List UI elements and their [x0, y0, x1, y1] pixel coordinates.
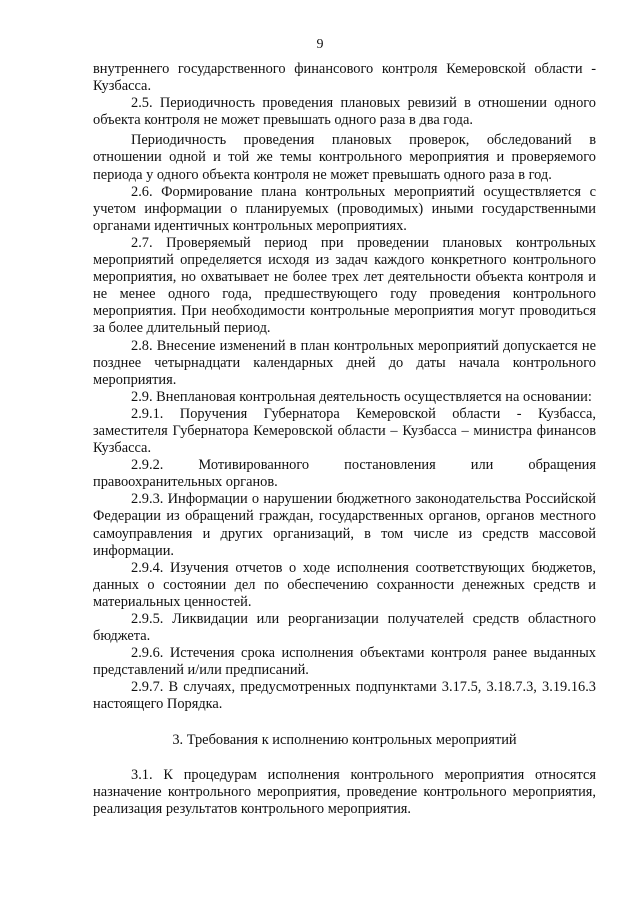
paragraph-continuation: внутреннего государственного финансового контроля Кемеровской области - Кузбасса. [93, 61, 596, 95]
paragraph-2-9: 2.9. Внеплановая контрольная деятельность осуществляется на основании: [131, 388, 592, 405]
paragraph-2-9-4: 2.9.4. Изучения отчетов о ходе исполнения соответствующих бюджетов, данных о состоянии дел по обеспечению сохранности денежных средств и материальных ценностей. [93, 559, 596, 610]
paragraph-2-9-2: 2.9.2. Мотивированного постановления или обращения правоохранительных органов. [93, 457, 596, 491]
page-number: 9 [316, 37, 324, 52]
page-body [93, 61, 596, 818]
paragraph-2-9-1: 2.9.1. Поручения Губернатора Кемеровской области - Кузбасса, заместителя Губернатора Кемеровской области – Кузбасса – министра финансов Кузбасса. [93, 405, 596, 457]
paragraph-2-6: 2.6. Формирование плана контрольных мероприятий осуществляется с учетом информации о планируемых (проводимых) иными государственными органами идентичных контрольных мероприятиях. [93, 183, 596, 234]
paragraph-2-9-6: 2.9.6. Истечения срока исполнения объектами контроля ранее выданных представлений и/или предписаний. [93, 645, 596, 679]
paragraph-2-9-3: 2.9.3. Информации о нарушении бюджетного законодательства Российской Федерации из обращений граждан, государственных органов, органов местного самоуправления и других организаций, в том числе из средств массовой информации. [93, 491, 596, 559]
paragraph-2-5: 2.5. Периодичность проведения плановых ревизий в отношении одного объекта контроля не может превышать одного раза в два года. [93, 95, 596, 129]
paragraph-2-7: 2.7. Проверяемый период при проведении плановых контрольных мероприятий определяется исходя из задач каждого конкретного контрольного мероприятия, но охватывает не более трех лет деятельности объекта контроля и не менее одного года, предшествующего году проведения контрольного мероприятия. При необходимости контрольные мероприятия могут проводиться за более длительный период. [93, 234, 596, 337]
paragraph-2-9-5: 2.9.5. Ликвидации или реорганизации получателей средств областного бюджета. [93, 611, 596, 645]
paragraph-periodicity: Периодичность проведения плановых проверок, обследований в отношении одной и той же темы контрольного мероприятия и проверяемого периода у одного объекта контроля не может превышать одного раза в год. [93, 132, 596, 183]
paragraph-3-1: 3.1. К процедурам исполнения контрольного мероприятия относятся назначение контрольного мероприятия, проведение контрольного мероприятия, реализация результатов контрольного мероприятия. [93, 766, 596, 817]
paragraph-2-9-7: 2.9.7. В случаях, предусмотренных подпунктами 3.17.5, 3.18.7.3, 3.19.16.3 настоящего Порядка. [93, 679, 596, 713]
paragraph-2-8: 2.8. Внесение изменений в план контрольных мероприятий допускается не позднее четырнадцати календарных дней до даты начала контрольного мероприятия. [93, 337, 596, 388]
section-heading: 3. Требования к исполнению контрольных мероприятий [172, 731, 517, 748]
